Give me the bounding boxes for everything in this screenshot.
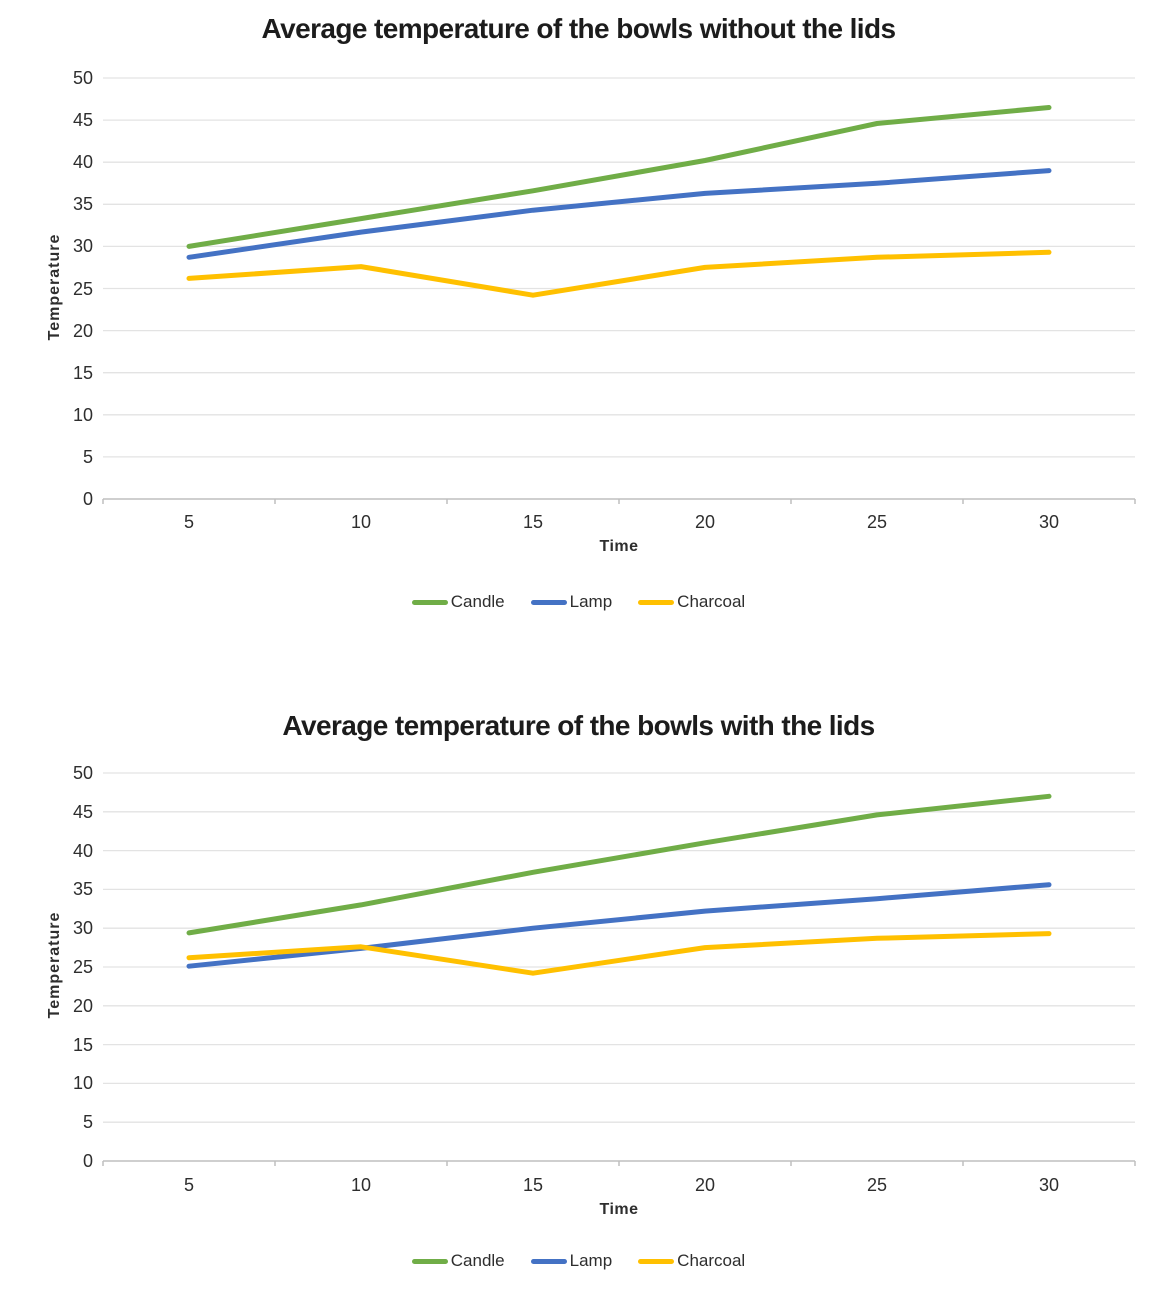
x-tick-label: 30: [1038, 1175, 1060, 1195]
y-tick-label: 10: [72, 404, 93, 425]
x-tick-label: 10: [350, 1175, 372, 1195]
legend-item-charcoal: [638, 1251, 745, 1271]
x-tick-label: 15: [522, 512, 544, 532]
x-tick-label: 5: [183, 1175, 194, 1195]
legend-label: Candle: [450, 1251, 505, 1270]
legend-item-lamp: [531, 1251, 613, 1271]
series-line-lamp: [189, 171, 1049, 258]
chart-title: Average temperature of the bowls without the lids: [261, 13, 896, 44]
y-tick-label: 35: [72, 879, 93, 900]
legend-label: Charcoal: [677, 592, 746, 611]
y-tick-label: 40: [72, 152, 93, 173]
y-tick-label: 0: [82, 489, 93, 509]
y-axis-title: Temperature: [46, 233, 63, 340]
x-axis-title: Time: [599, 538, 639, 555]
plot-area: [103, 78, 1135, 505]
x-tick-label: 20: [694, 512, 716, 532]
x-tick-label: 30: [1038, 512, 1060, 532]
legend-item-charcoal: [638, 592, 745, 612]
y-tick-label: 25: [72, 957, 93, 977]
legend-item-candle: [412, 1251, 505, 1271]
y-tick-label: 50: [72, 68, 93, 88]
y-tick-label: 30: [72, 918, 93, 939]
legend-label: Candle: [450, 592, 505, 611]
legend-line-swatch: [531, 1259, 567, 1264]
legend-label: Charcoal: [677, 1251, 746, 1270]
legend: [0, 1251, 1157, 1271]
series-line-lamp: [189, 885, 1049, 967]
y-tick-label: 50: [72, 763, 93, 783]
y-tick-label: 30: [72, 236, 93, 257]
x-tick-label: 25: [866, 512, 888, 532]
legend: [0, 592, 1157, 612]
y-tick-label: 25: [72, 278, 93, 299]
x-tick-label: 15: [522, 1175, 544, 1195]
y-axis-title: Temperature: [46, 911, 63, 1019]
x-axis-title: Time: [599, 1201, 639, 1218]
chart-with-lids: [0, 650, 1157, 1300]
legend-item-lamp: [531, 592, 613, 612]
series-line-candle: [189, 796, 1049, 933]
legend-item-candle: [412, 592, 505, 612]
x-tick-label: 5: [183, 512, 194, 532]
legend-label: Lamp: [569, 592, 613, 611]
x-tick-label: 10: [350, 512, 372, 532]
y-tick-label: 15: [72, 362, 93, 383]
legend-line-swatch: [412, 600, 448, 605]
legend-line-swatch: [638, 600, 674, 605]
y-tick-label: 20: [72, 995, 93, 1016]
legend-line-swatch: [412, 1259, 448, 1264]
y-tick-label: 40: [72, 840, 93, 861]
legend-line-swatch: [531, 600, 567, 605]
y-tick-label: 5: [82, 446, 93, 467]
y-tick-label: 10: [72, 1073, 93, 1094]
y-tick-label: 45: [72, 110, 93, 131]
y-tick-label: 20: [72, 320, 93, 341]
y-tick-label: 0: [82, 1151, 93, 1171]
y-tick-label: 15: [72, 1034, 93, 1055]
legend-label: Lamp: [569, 1251, 613, 1270]
legend-line-swatch: [638, 1259, 674, 1264]
plot-area: [103, 773, 1135, 1167]
y-tick-label: 45: [72, 801, 93, 822]
chart-title: Average temperature of the bowls with the lids: [282, 710, 875, 741]
series-line-candle: [189, 108, 1049, 247]
y-tick-label: 35: [72, 194, 93, 215]
x-tick-label: 20: [694, 1175, 716, 1195]
y-tick-label: 5: [82, 1112, 93, 1133]
x-tick-label: 25: [866, 1175, 888, 1195]
